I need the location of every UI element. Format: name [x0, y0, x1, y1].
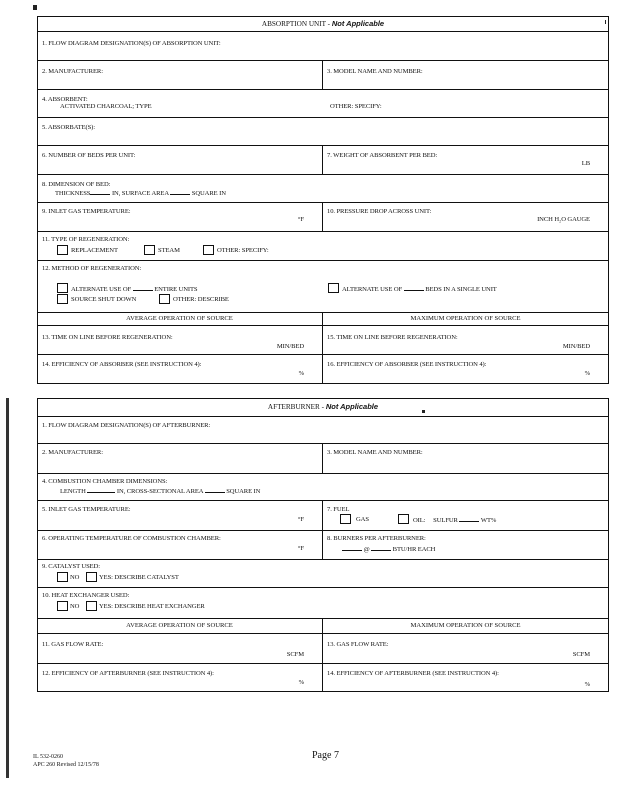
ab-inlet-gas-temp-label: 5. INLET GAS TEMPERATURE:: [42, 506, 131, 513]
combustion-chamber-label: 4. COMBUSTION CHAMBER DIMENSIONS:: [42, 478, 168, 485]
gas-flow-avg-label: 11. GAS FLOW RATE:: [42, 641, 104, 648]
time-on-line-avg-label: 13. TIME ON LINE BEFORE REGENERATION:: [42, 334, 173, 341]
catalyst-no-label: NO: [70, 574, 80, 581]
activated-charcoal-label: ACTIVATED CHARCOAL; TYPE: [60, 103, 152, 110]
manufacturer-label: 2. MANUFACTURER:: [42, 68, 103, 75]
absorbent-label: 4. ABSORBENT:: [42, 96, 88, 103]
fuel-gas-label: GAS: [356, 516, 369, 523]
burners-label: 8. BURNERS PER AFTERBURNER:: [327, 535, 426, 542]
other-regeneration-checkbox[interactable]: [203, 245, 214, 255]
ab-maximum-operation-header: MAXIMUM OPERATION OF SOURCE: [410, 622, 521, 629]
afterburner-efficiency-max-unit: %: [584, 681, 590, 688]
gas-flow-avg-unit: SCFM: [286, 651, 304, 658]
afterburner-efficiency-avg-label: 12. EFFICIENCY OF AFTERBURNER (SEE INSTRUCTION 4):: [42, 670, 214, 677]
replacement-label: REPLACEMENT: [71, 247, 118, 254]
time-on-line-max-unit: MIN/BED: [562, 343, 590, 350]
ab-inlet-temp-unit: °F: [297, 516, 304, 523]
time-on-line-avg-unit: MIN/BED: [276, 343, 304, 350]
burners-line: @ BTU/HR EACH: [342, 545, 435, 554]
catalyst-yes-label: YES: DESCRIBE CATALYST: [99, 574, 179, 581]
weight-of-absorbent-label: 7. WEIGHT OF ABSORBENT PER BED:: [327, 152, 438, 159]
other-describe-label: OTHER: DESCRIBE: [173, 296, 229, 303]
absorber-efficiency-max-unit: %: [584, 370, 590, 377]
absorption-section-title: ABSORPTION UNIT - Not Applicable: [261, 19, 385, 28]
catalyst-yes-checkbox[interactable]: [86, 572, 97, 582]
average-operation-header: AVERAGE OPERATION OF SOURCE: [126, 315, 233, 322]
afterburner-efficiency-avg-unit: %: [298, 679, 304, 686]
form-revision: APC 260 Revised 12/15/78: [33, 762, 99, 768]
type-of-regeneration-label: 11. TYPE OF REGENERATION:: [42, 236, 130, 243]
fuel-gas-checkbox[interactable]: [340, 514, 351, 524]
absorber-efficiency-avg-label: 14. EFFICIENCY OF ABSORBER (SEE INSTRUCTION 4):: [42, 361, 202, 368]
fuel-label: 7. FUEL: [327, 506, 350, 513]
heat-exchanger-no-checkbox[interactable]: [57, 601, 68, 611]
alternate-entire-units-label: ALTERNATE USE OF ENTIRE UNITS: [71, 286, 198, 293]
heat-exchanger-yes-label: YES: DESCRIBE HEAT EXCHANGER: [99, 603, 205, 610]
afterburner-section-title: AFTERBURNER - Not Applicable: [267, 402, 379, 411]
flow-diagram-label: 1. FLOW DIAGRAM DESIGNATION(S) OF ABSORPTION UNIT:: [42, 40, 221, 47]
heat-exchanger-no-label: NO: [70, 603, 80, 610]
catalyst-used-label: 9. CATALYST USED:: [42, 563, 100, 570]
operating-temp-unit: °F: [297, 545, 304, 552]
absorber-efficiency-avg-unit: %: [298, 370, 304, 377]
weight-unit: LB: [581, 160, 590, 167]
ab-model-name-label: 3. MODEL NAME AND NUMBER:: [327, 449, 423, 456]
scan-mark-top: [33, 5, 37, 10]
steam-checkbox[interactable]: [144, 245, 155, 255]
form-number: IL 532-0260: [33, 754, 63, 760]
alternate-entire-units-checkbox[interactable]: [57, 283, 68, 293]
fuel-oil-line: OIL: SULFUR WT%: [413, 517, 497, 524]
number-of-beds-label: 6. NUMBER OF BEDS PER UNIT:: [42, 152, 136, 159]
fuel-oil-checkbox[interactable]: [398, 514, 409, 524]
steam-label: STEAM: [158, 247, 180, 254]
alternate-beds-label: ALTERNATE USE OF BEDS IN A SINGLE UNIT: [342, 286, 497, 293]
absorber-efficiency-max-label: 16. EFFICIENCY OF ABSORBER (SEE INSTRUCTION 4):: [327, 361, 487, 368]
other-regeneration-label: OTHER: SPECIFY:: [217, 247, 269, 254]
catalyst-no-checkbox[interactable]: [57, 572, 68, 582]
pressure-drop-unit: INCH H₂O GAUGE: [537, 216, 590, 223]
operating-temp-label: 6. OPERATING TEMPERATURE OF COMBUSTION CHAMBER:: [42, 535, 221, 542]
model-name-label: 3. MODEL NAME AND NUMBER:: [327, 68, 423, 75]
time-on-line-max-label: 15. TIME ON LINE BEFORE REGENERATION:: [327, 334, 458, 341]
scan-speck-right: [605, 20, 606, 24]
afterburner-efficiency-max-label: 14. EFFICIENCY OF AFTERBURNER (SEE INSTRUCTION 4):: [327, 670, 499, 677]
absorbates-label: 5. ABSORBATE(S):: [42, 124, 95, 131]
page-number: Page 7: [312, 750, 339, 761]
ab-manufacturer-label: 2. MANUFACTURER:: [42, 449, 103, 456]
combustion-chamber-line: LENGTH IN, CROSS-SECTIONAL AREA SQUARE IN: [60, 488, 261, 495]
alternate-beds-checkbox[interactable]: [328, 283, 339, 293]
heat-exchanger-yes-checkbox[interactable]: [86, 601, 97, 611]
gas-flow-max-unit: SCFM: [572, 651, 590, 658]
source-shut-down-label: SOURCE SHUT DOWN: [71, 296, 137, 303]
scan-edge-left: [6, 398, 9, 778]
other-describe-checkbox[interactable]: [159, 294, 170, 304]
source-shut-down-checkbox[interactable]: [57, 294, 68, 304]
gas-flow-max-label: 13. GAS FLOW RATE:: [327, 641, 389, 648]
heat-exchanger-label: 10. HEAT EXCHANGER USED:: [42, 592, 130, 599]
inlet-temp-unit: °F: [297, 216, 304, 223]
pressure-drop-label: 10. PRESSURE DROP ACROSS UNIT:: [327, 208, 432, 215]
ab-average-operation-header: AVERAGE OPERATION OF SOURCE: [126, 622, 233, 629]
ab-flow-diagram-label: 1. FLOW DIAGRAM DESIGNATION(S) OF AFTERBURNER:: [42, 422, 211, 429]
bed-dimension-line: THICKNESS IN, SURFACE AREA SQUARE IN: [55, 190, 226, 197]
other-specify-label: OTHER: SPECIFY:: [330, 103, 382, 110]
scan-speck: [422, 410, 425, 413]
maximum-operation-header: MAXIMUM OPERATION OF SOURCE: [410, 315, 521, 322]
absorption-unit-section: [37, 16, 609, 384]
method-of-regeneration-label: 12. METHOD OF REGENERATION:: [42, 265, 142, 272]
inlet-gas-temp-label: 9. INLET GAS TEMPERATURE:: [42, 208, 131, 215]
replacement-checkbox[interactable]: [57, 245, 68, 255]
dimension-of-bed-label: 8. DIMENSION OF BED:: [42, 181, 111, 188]
